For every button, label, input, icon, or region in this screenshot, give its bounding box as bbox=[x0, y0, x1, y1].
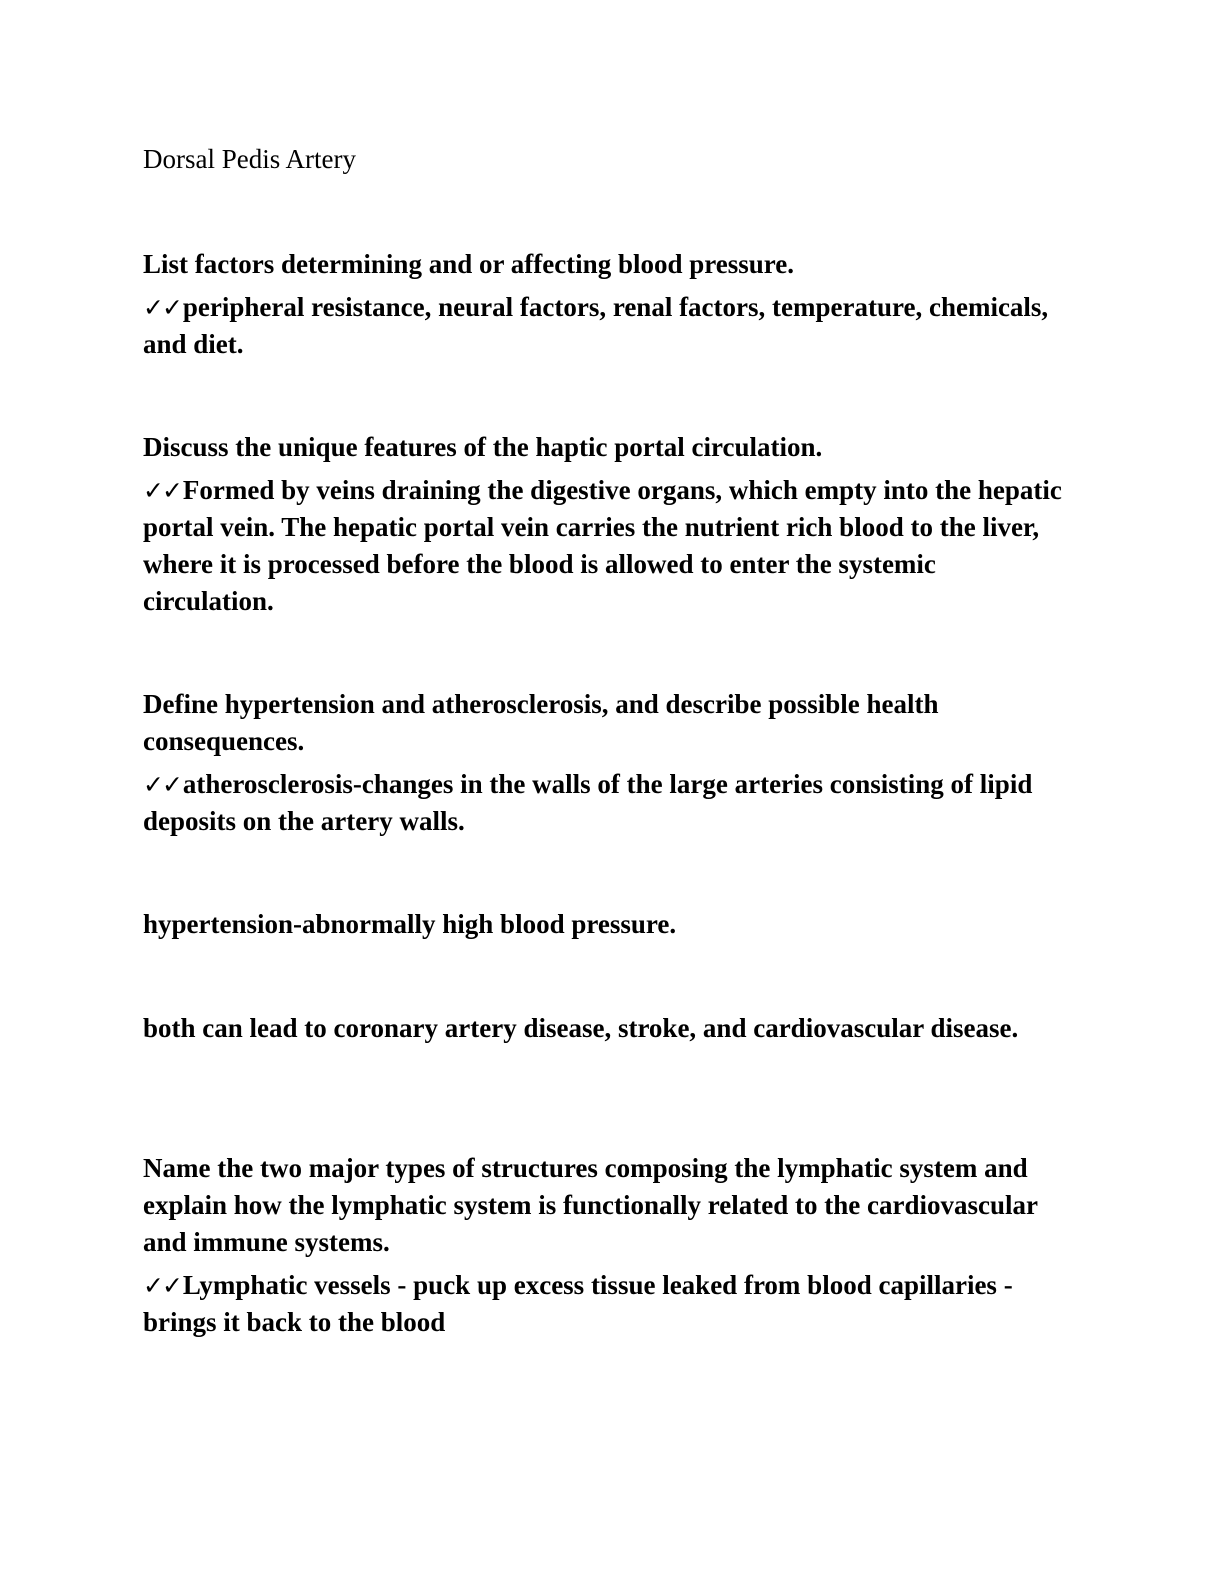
question-text: Name the two major types of structures composing the lymphatic system and explain how the lymphatic system is functionally related to the cardiovascular and immune systems. bbox=[143, 1153, 1038, 1257]
double-check-icon: ✓✓ bbox=[143, 1271, 181, 1300]
question-text: List factors determining and or affecting blood pressure. bbox=[143, 249, 794, 279]
answer-body: atherosclerosis-changes in the walls of the large arteries consisting of lipid deposits on the artery walls. bbox=[143, 769, 1033, 836]
answer-text bbox=[143, 766, 1073, 840]
answer-text bbox=[143, 472, 1073, 620]
double-check-icon: ✓✓ bbox=[143, 476, 181, 505]
document-title: Dorsal Pedis Artery bbox=[143, 144, 356, 174]
answer-text bbox=[143, 289, 1073, 363]
double-check-icon: ✓✓ bbox=[143, 293, 181, 322]
question-text: Discuss the unique features of the haptic portal circulation. bbox=[143, 432, 823, 462]
qa-block-4 bbox=[143, 1150, 1073, 1341]
answer-body: Lymphatic vessels - puck up excess tissue leaked from blood capillaries - brings it back to the blood bbox=[143, 1270, 1013, 1337]
hypertension-note: hypertension-abnormally high blood pressure. bbox=[143, 909, 677, 939]
qa-block-2 bbox=[143, 429, 1073, 620]
question-text: Define hypertension and atherosclerosis, and describe possible health consequences. bbox=[143, 689, 939, 756]
qa-block-1 bbox=[143, 246, 1073, 363]
consequences-note: both can lead to coronary artery disease, stroke, and cardiovascular disease. bbox=[143, 1013, 1019, 1043]
answer-body: peripheral resistance, neural factors, renal factors, temperature, chemicals, and diet. bbox=[143, 292, 1049, 359]
double-check-icon: ✓✓ bbox=[143, 770, 181, 799]
qa-block-3 bbox=[143, 686, 1073, 840]
answer-body: Formed by veins draining the digestive organs, which empty into the hepatic portal vein. The hepatic portal vein carries the nutrient rich blood to the liver, where it is processed before the blood is allowed to enter the systemic circulation. bbox=[143, 475, 1062, 616]
answer-text bbox=[143, 1267, 1073, 1341]
